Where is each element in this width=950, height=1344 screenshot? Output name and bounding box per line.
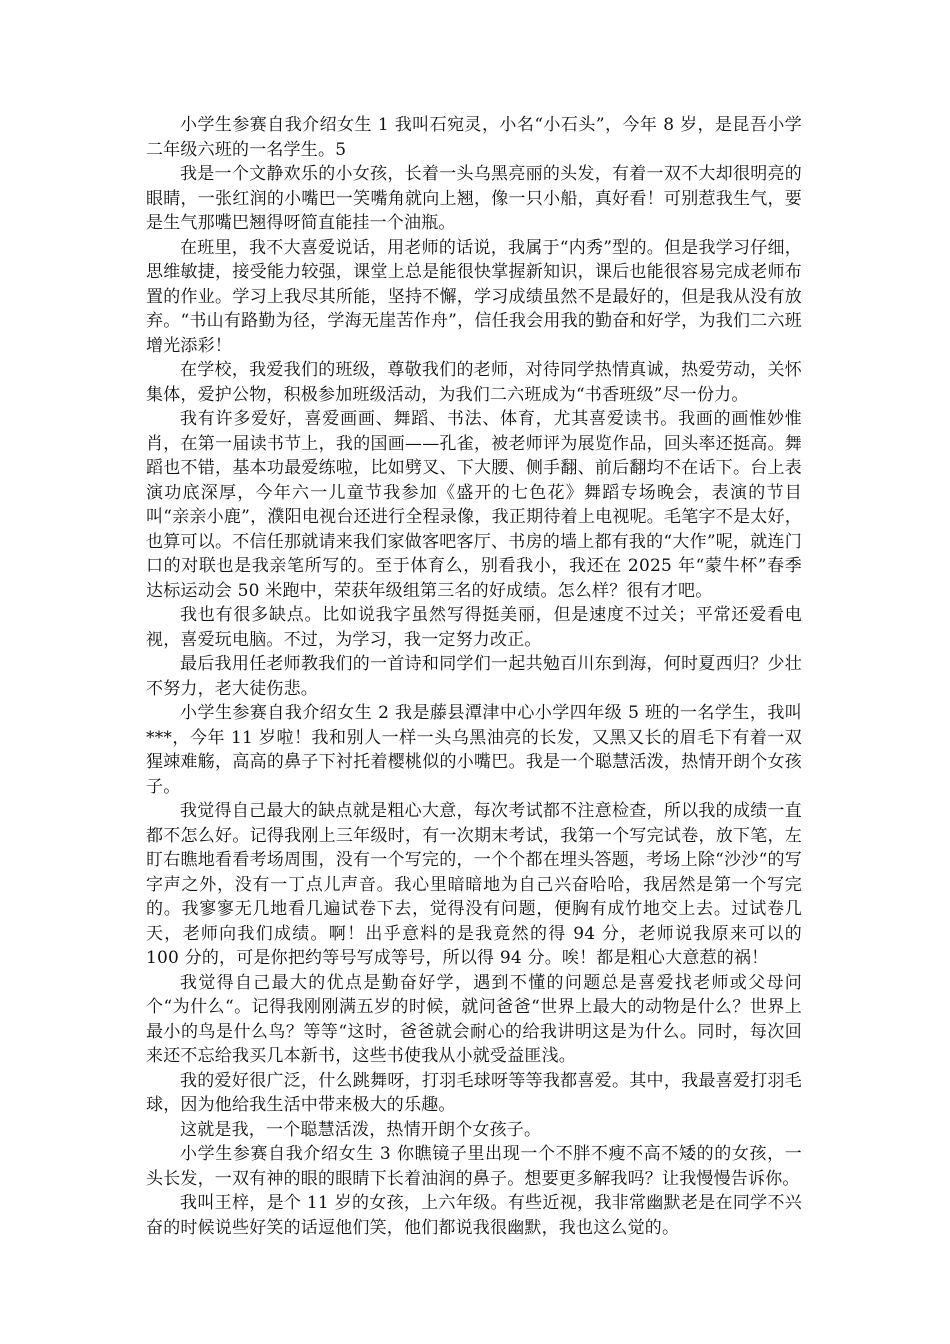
paragraph: 我的爱好很广泛，什么跳舞呀，打羽毛球呀等等我都喜爱。其中，我最喜爱打羽毛球，因为他给我生活中带来极大的乐趣。	[146, 1070, 802, 1115]
paragraph: 我叫王梓，是个 11 岁的女孩，上六年级。有些近视，我非常幽默老是在同学不兴奋的时候说些好笑的话逗他们笑，他们都说我很幽默，我也这么觉的。	[146, 1193, 802, 1238]
paragraph: 小学生参赛自我介绍女生 3 你瞧镜子里出现一个不胖不瘦不高不矮的的女孩，一头长发，一双有神的眼的眼睛下长着油润的鼻子。想要更多解我吗？让我慢慢告诉你。	[146, 1144, 802, 1189]
paragraph: 最后我用任老师教我们的一首诗和同学们一起共勉百川东到海，何时夏西归？少壮不努力，老大徒伤悲。	[146, 654, 802, 699]
paragraph: 我也有很多缺点。比如说我字虽然写得挺美丽，但是速度不过关；平常还爱看电视，喜爱玩电脑。不过，为学习，我一定努力改正。	[146, 605, 802, 650]
paragraph: 这就是我，一个聪慧活泼，热情开朗个女孩子。	[180, 1119, 542, 1140]
paragraph: 我是一个文静欢乐的小女孩，长着一头乌黑亮丽的头发，有着一双不大却很明亮的眼睛，一张红润的小嘴巴一笑嘴角就向上翘，像一只小船，真好看！可别惹我生气，要是生气那嘴巴翘得呀简直能挂一个油瓶。	[146, 164, 802, 233]
paragraph: 我有许多爱好，喜爱画画、舞蹈、书法、体育，尤其喜爱读书。我画的画惟妙惟肖，在第一届读书节上，我的国画——孔雀，被老师评为展览作品，回头率还挺高。舞蹈也不错，基本功最爱练啦，比如劈叉、下大腰、侧手翻、前后翻均不在话下。台上表演功底深厚，今年六一儿童节我参加《盛开的七色花》舞蹈专场晚会，表演的节目叫“亲亲小鹿”，濮阳电视台还进行全程录像，我正期待着上电视呢。毛笔字不是太好，也算可以。不信任那就请来我们家做客吧客厅、书房的墙上都有我的“大作”呢，就连门口的对联也是我亲笔所写的。至于体育么，别看我小，我还在 2025 年“蒙牛杯”春季达标运动会 50 米跑中，荣获年级组第三名的好成绩。怎么样？很有才吧。	[146, 409, 802, 601]
document-body	[146, 113, 802, 1240]
paragraph: 我觉得自己最大的优点是勤奋好学，遇到不懂的问题总是喜爱找老师或父母问个“为什么“。记得我刚刚满五岁的时候，就问爸爸“世界上最大的动物是什么？世界上最小的鸟是什么鸟？等等“这时，爸爸就会耐心的给我讲明这是为什么。同时，每次回来还不忘给我买几本新书，这些书使我从小就受益匪浅。	[146, 972, 802, 1066]
paragraph: 在学校，我爱我们的班级，尊敬我们的老师，对待同学热情真诚，热爱劳动，关怀集体，爱护公物，积极参加班级活动，为我们二六班成为“书香班级”尽一份力。	[146, 360, 802, 405]
paragraph: 我觉得自己最大的缺点就是粗心大意，每次考试都不注意检查，所以我的成绩一直都不怎么好。记得我刚上三年级时，有一次期末考试，我第一个写完试卷，放下笔，左盯右瞧地看看考场周围，没有一个写完的，一个个都在埋头答题，考场上除“沙沙“的写字声之外，没有一丁点儿声音。我心里暗暗地为自己兴奋哈哈，我居然是第一个写完的。我寥寥无几地看几遍试卷下去，觉得没有问题，便胸有成竹地交上去。过试卷几天，老师向我们成绩。啊！出乎意料的是我竟然的得 94 分，老师说我原来可以的 100 分的，可是你把约等号写成等号，所以得 94 分。唉！都是粗心大意惹的祸！	[146, 801, 802, 968]
paragraph: 在班里，我不大喜爱说话，用老师的话说，我属于“内秀”型的。但是我学习仔细，思维敏捷，接受能力较强，课堂上总是能很快掌握新知识，课后也能很容易完成老师布置的作业。学习上我尽其所能，坚持不懈，学习成绩虽然不是最好的，但是我从没有放弃。“书山有路勤为径，学海无崖苦作舟”，信任我会用我的勤奋和好学，为我们二六班增光添彩！	[146, 237, 802, 356]
paragraph: 小学生参赛自我介绍女生 1 我叫石宛灵，小名“小石头”，今年 8 岁，是昆吾小学二年级六班的一名学生。5	[146, 115, 802, 160]
paragraph: 小学生参赛自我介绍女生 2 我是藤县潭津中心小学四年级 5 班的一名学生，我叫***，今年 11 岁啦！我和别人一样一头乌黑油亮的长发，又黑又长的眉毛下有着一双猩竦难觞，高高的鼻子下衬托着樱桃似的小嘴巴。我是一个聪慧活泼，热情开朗个女孩子。	[146, 703, 802, 797]
